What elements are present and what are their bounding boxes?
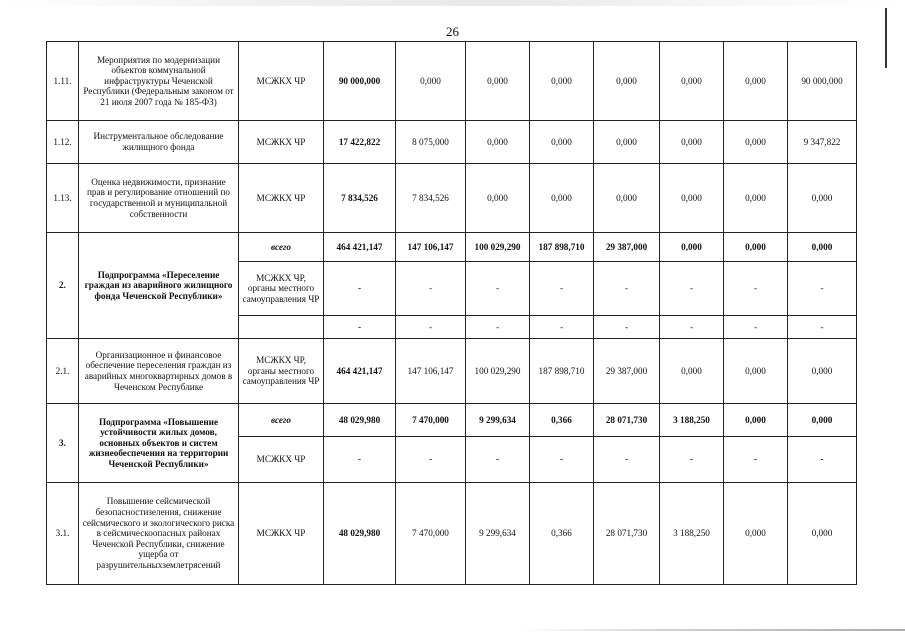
table-row: [47, 233, 857, 262]
value-cell: -: [594, 437, 660, 483]
value-cell: 9 299,634: [466, 483, 530, 585]
value-cell: 0,000: [724, 483, 788, 585]
value-cell: 0,000: [724, 121, 788, 164]
value-cell: 0,000: [788, 404, 857, 437]
value-cell: 0,000: [724, 164, 788, 233]
value-cell: -: [788, 437, 857, 483]
value-cell: 0,000: [788, 164, 857, 233]
value-cell: 0,000: [660, 121, 724, 164]
value-cell: -: [530, 437, 594, 483]
value-cell: 8 075,000: [396, 121, 466, 164]
value-cell: -: [396, 262, 466, 316]
value-cell: 0,000: [660, 339, 724, 404]
value-cell: 0,000: [530, 164, 594, 233]
value-cell: -: [396, 316, 466, 339]
value-cell: 0,000: [594, 164, 660, 233]
row-number: 2.1.: [47, 339, 79, 404]
value-cell: 0,000: [396, 42, 466, 121]
value-cell: 3 188,250: [660, 483, 724, 585]
value-cell: 0,000: [788, 483, 857, 585]
value-cell: 0,000: [660, 42, 724, 121]
value-cell: 0,000: [660, 164, 724, 233]
value-cell: 0,000: [594, 121, 660, 164]
executor: МСЖКХ ЧР: [239, 164, 324, 233]
value-cell: 7 470,000: [396, 404, 466, 437]
value-cell: -: [724, 316, 788, 339]
executor: МСЖКХ ЧР: [239, 483, 324, 585]
value-total: -: [324, 262, 396, 316]
subprogram-name: Подпрограмма «Повышение устойчивости жилых домов, основных объектов и систем жизнеобеспечения на территории Чеченской Республики»: [79, 404, 239, 483]
value-total: 90 000,000: [324, 42, 396, 121]
value-cell: -: [660, 437, 724, 483]
value-cell: -: [466, 262, 530, 316]
value-total: 7 834,526: [324, 164, 396, 233]
executor: всего: [239, 404, 324, 437]
measure-name: Мероприятия по модернизации объектов коммунальной инфраструктуры Чеченской Республики (Федеральным законом от 21 июля 2007 года № 185-ФЗ): [79, 42, 239, 121]
value-cell: -: [530, 316, 594, 339]
value-cell: -: [396, 437, 466, 483]
value-cell: 187 898,710: [530, 233, 594, 262]
value-cell: 29 387,000: [594, 233, 660, 262]
value-cell: 7 470,000: [396, 483, 466, 585]
value-cell: 0,000: [788, 233, 857, 262]
value-cell: -: [724, 262, 788, 316]
table-row: [47, 339, 857, 404]
value-cell: 0,366: [530, 483, 594, 585]
value-cell: -: [594, 262, 660, 316]
value-cell: 0,000: [788, 339, 857, 404]
measure-name: Оценка недвижимости, признание прав и регулирование отношений по государственной и муниципальной собственности: [79, 164, 239, 233]
row-number: 1.11.: [47, 42, 79, 121]
row-number: 2.: [47, 233, 79, 339]
value-cell: -: [724, 437, 788, 483]
executor: всего: [239, 233, 324, 262]
value-cell: 0,000: [660, 233, 724, 262]
value-total: 48 029,980: [324, 483, 396, 585]
table-row: [47, 483, 857, 585]
value-cell: 100 029,290: [466, 339, 530, 404]
value-cell: 0,000: [594, 42, 660, 121]
value-total: -: [324, 316, 396, 339]
value-total: 17 422,822: [324, 121, 396, 164]
value-cell: 0,000: [724, 233, 788, 262]
value-cell: 0,000: [530, 42, 594, 121]
value-cell: -: [788, 316, 857, 339]
row-number: 1.13.: [47, 164, 79, 233]
value-total: 464 421,147: [324, 233, 396, 262]
value-cell: 0,000: [724, 42, 788, 121]
scan-artifact-bottom: [520, 629, 905, 631]
value-cell: 28 071,730: [594, 483, 660, 585]
measure-name: Организационное и финансовое обеспечение переселения граждан из аварийных многоквартирных домов в Чеченском Республике: [79, 339, 239, 404]
value-cell: 29 387,000: [594, 339, 660, 404]
executor: МСЖКХ ЧР: [239, 437, 324, 483]
table-row: [47, 404, 857, 437]
subprogram-name: Подпрограмма «Переселение граждан из аварийного жилищного фонда Чеченской Республики»: [79, 233, 239, 339]
value-cell: 0,000: [466, 121, 530, 164]
executor: МСЖКХ ЧР, органы местного самоуправления ЧР: [239, 262, 324, 316]
executor: МСЖКХ ЧР, органы местного самоуправления ЧР: [239, 339, 324, 404]
value-cell: 9 299,634: [466, 404, 530, 437]
value-cell: -: [660, 262, 724, 316]
executor: [239, 316, 324, 339]
value-cell: 7 834,526: [396, 164, 466, 233]
value-cell: 0,000: [724, 339, 788, 404]
budget-table: [46, 41, 857, 585]
value-cell: 3 188,250: [660, 404, 724, 437]
row-number: 1.12.: [47, 121, 79, 164]
table-row: [47, 164, 857, 233]
value-cell: -: [530, 262, 594, 316]
page-number: 26: [446, 24, 459, 39]
value-cell: 9 347,822: [788, 121, 857, 164]
row-number: 3.: [47, 404, 79, 483]
value-total: 48 029,980: [324, 404, 396, 437]
value-cell: 0,000: [530, 121, 594, 164]
table-row: [47, 42, 857, 121]
value-cell: -: [660, 316, 724, 339]
table-row: [47, 121, 857, 164]
value-cell: 90 000,000: [788, 42, 857, 121]
measure-name: Инструментальное обследование жилищного фонда: [79, 121, 239, 164]
scan-artifact-top: [0, 0, 905, 6]
value-total: -: [324, 437, 396, 483]
value-cell: 0,000: [466, 164, 530, 233]
value-cell: 147 106,147: [396, 339, 466, 404]
value-cell: 0,366: [530, 404, 594, 437]
value-cell: 0,000: [466, 42, 530, 121]
row-number: 3.1.: [47, 483, 79, 585]
value-cell: 100 029,290: [466, 233, 530, 262]
value-cell: 0,000: [724, 404, 788, 437]
value-cell: -: [466, 316, 530, 339]
value-cell: -: [466, 437, 530, 483]
value-cell: 147 106,147: [396, 233, 466, 262]
value-cell: 28 071,730: [594, 404, 660, 437]
value-cell: 187 898,710: [530, 339, 594, 404]
value-cell: -: [788, 262, 857, 316]
executor: МСЖКХ ЧР: [239, 121, 324, 164]
value-total: 464 421,147: [324, 339, 396, 404]
value-cell: -: [594, 316, 660, 339]
measure-name: Повышение сейсмической безопасностизеления, снижение сейсмического и экологического риска в сейсмическоопасных районах Чеченской Республики, снижение ущерба от разрушительныхземлетрясений: [79, 483, 239, 585]
executor: МСЖКХ ЧР: [239, 42, 324, 121]
